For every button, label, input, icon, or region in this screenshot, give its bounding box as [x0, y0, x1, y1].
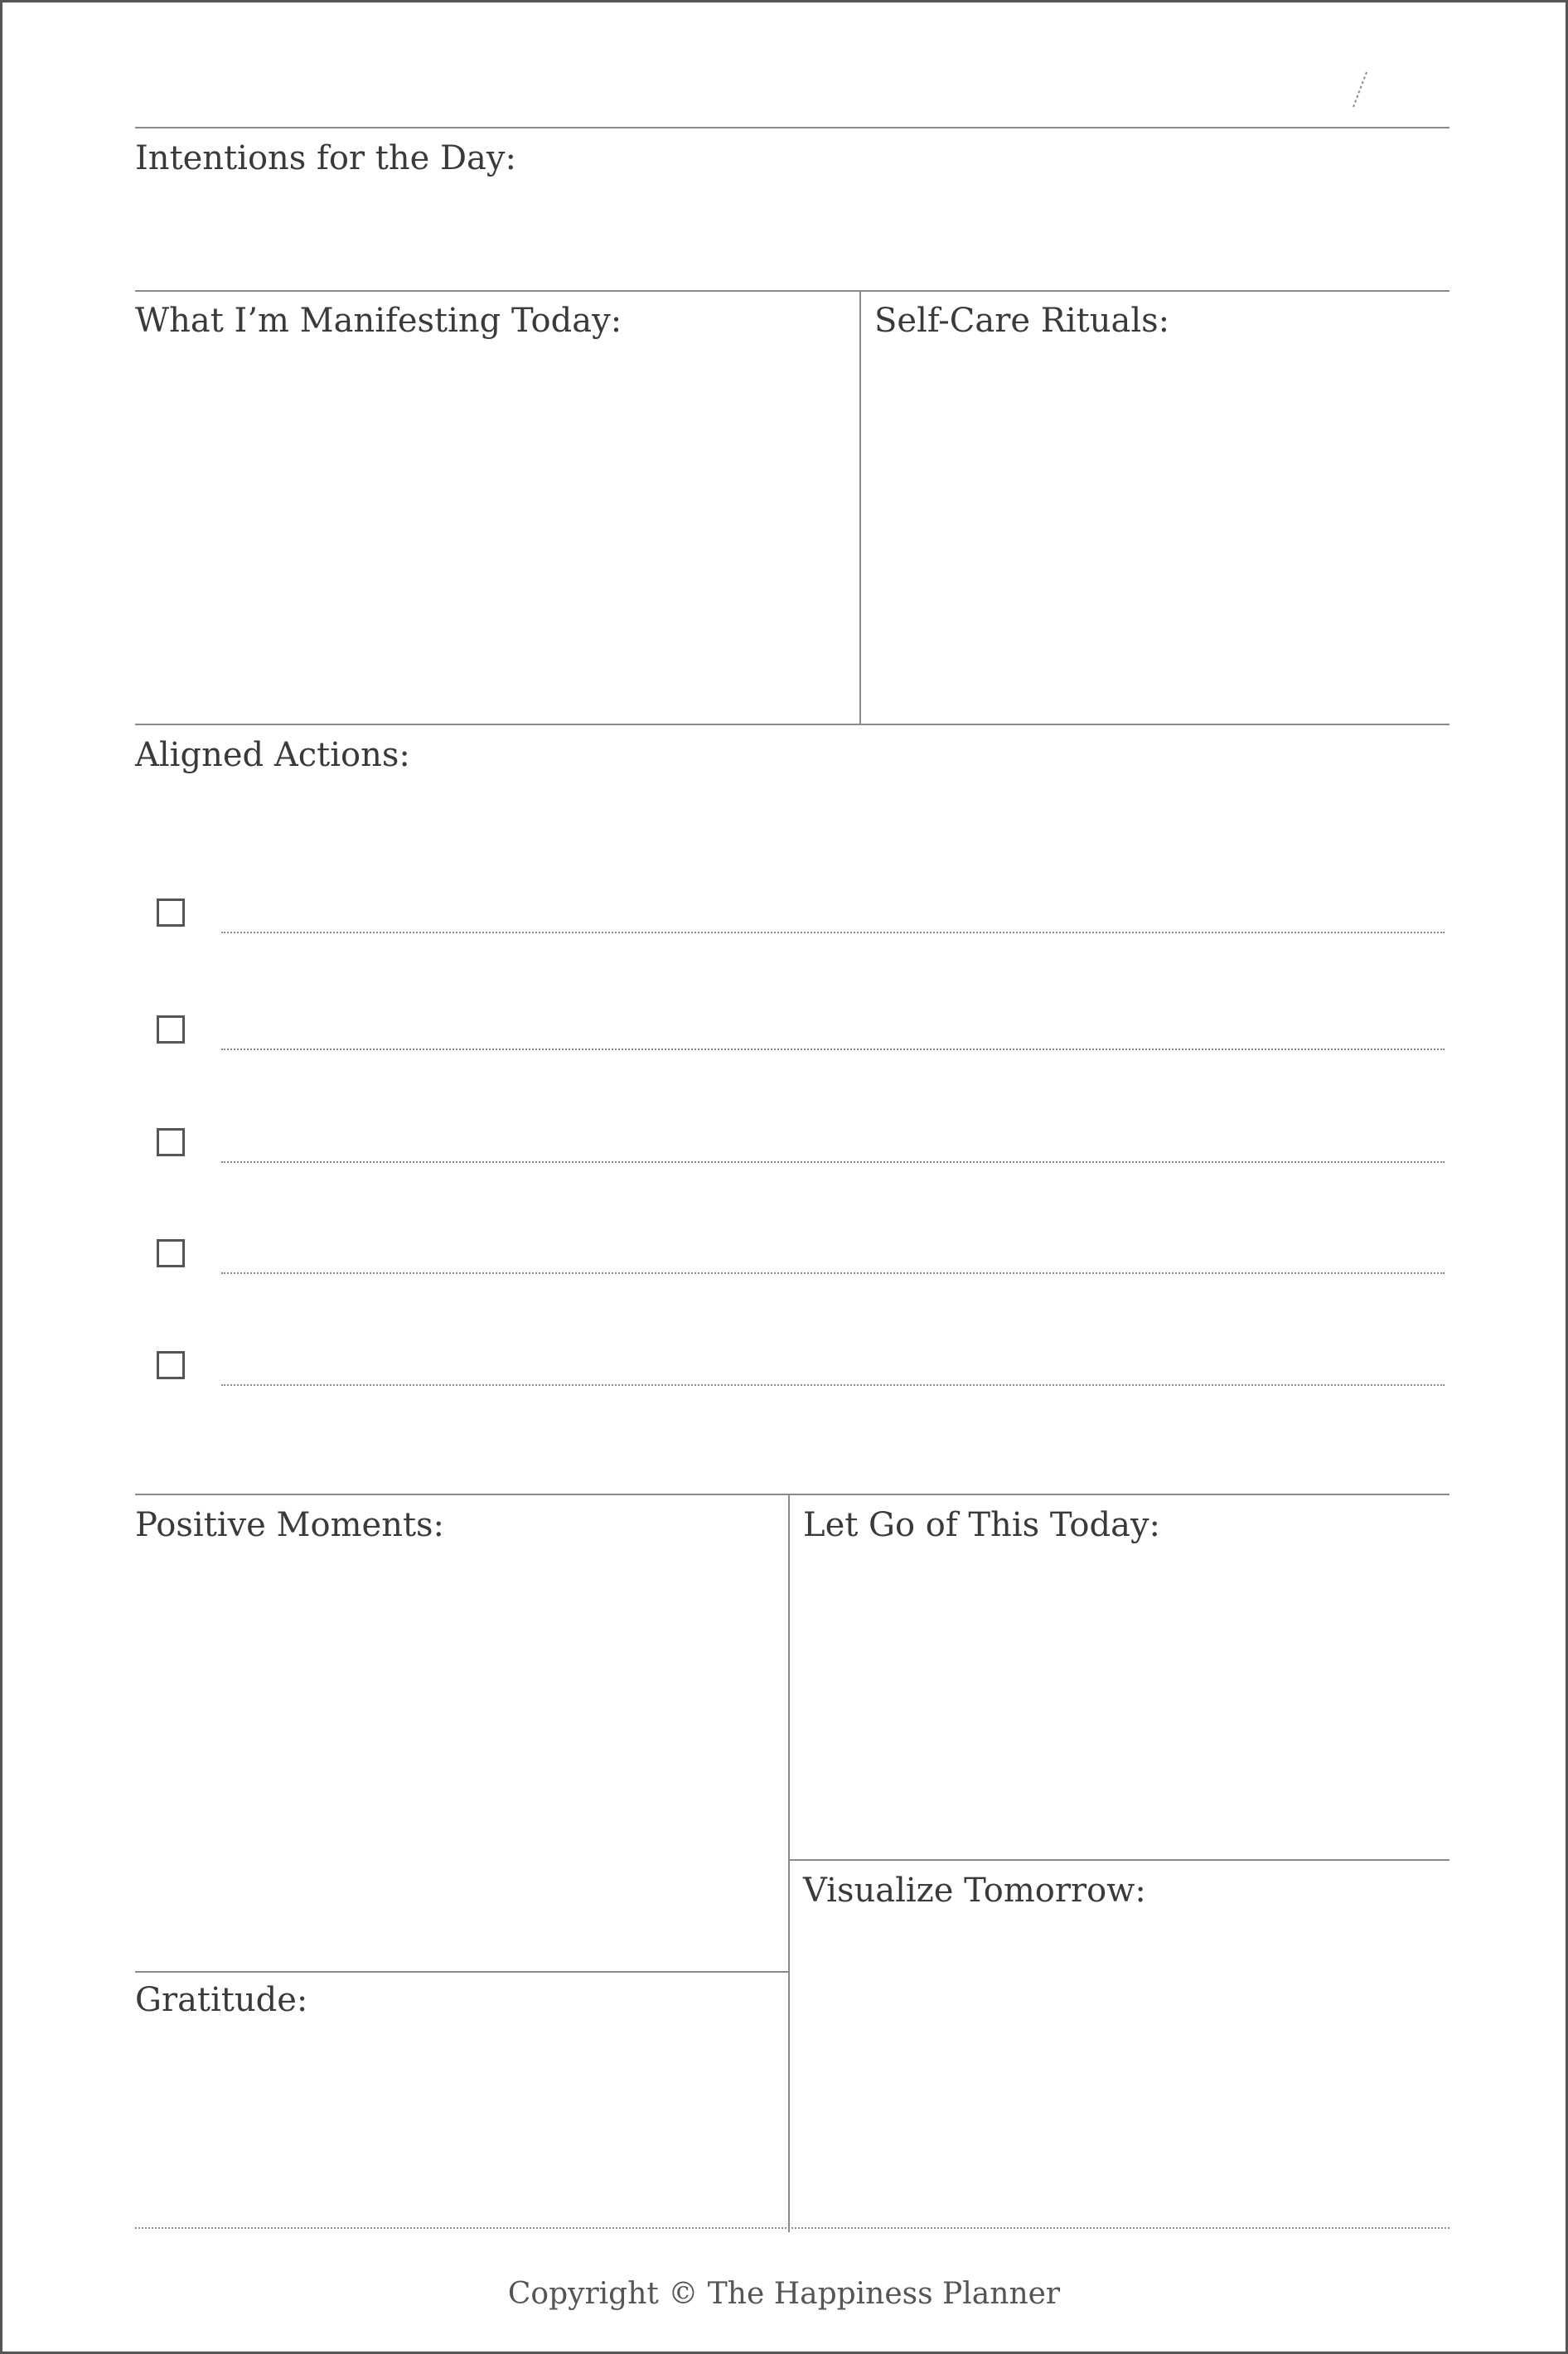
copyright-footer: Copyright © The Happiness Planner [507, 2277, 1061, 2311]
visualize-top-rule [788, 1859, 1449, 1861]
gratitude-top-rule [135, 1971, 788, 1973]
positive-moments-write-area[interactable] [135, 1552, 782, 1963]
gratitude-write-area[interactable] [135, 2028, 782, 2221]
date-separator-icon [1350, 70, 1370, 110]
let-go-write-area[interactable] [795, 1552, 1449, 1851]
action-checkbox-5[interactable] [157, 1351, 185, 1379]
manifesting-write-area[interactable] [135, 351, 856, 719]
action-line-2[interactable] [221, 1049, 1445, 1050]
intentions-write-area[interactable] [135, 185, 1449, 288]
let-go-heading: Let Go of This Today: [803, 1506, 1161, 1544]
aligned-actions-heading: Aligned Actions: [135, 736, 410, 774]
action-checkbox-1[interactable] [157, 898, 185, 927]
visualize-write-area[interactable] [795, 1919, 1449, 2221]
manifesting-top-rule [135, 290, 1449, 292]
action-line-5[interactable] [221, 1384, 1445, 1386]
action-checkbox-4[interactable] [157, 1239, 185, 1267]
visualize-heading: Visualize Tomorrow: [803, 1872, 1146, 1910]
self-care-write-area[interactable] [864, 351, 1449, 719]
manifesting-heading: What I’m Manifesting Today: [135, 302, 622, 340]
positive-moments-heading: Positive Moments: [135, 1506, 445, 1544]
action-line-1[interactable] [221, 932, 1445, 933]
gratitude-heading: Gratitude: [135, 1981, 308, 2019]
action-checkbox-2[interactable] [157, 1015, 185, 1044]
self-care-heading: Self-Care Rituals: [874, 302, 1170, 340]
action-line-4[interactable] [221, 1272, 1445, 1274]
bottom-dotted-rule [135, 2227, 1449, 2229]
action-checkbox-3[interactable] [157, 1128, 185, 1156]
manifesting-divider [859, 290, 861, 724]
intentions-heading: Intentions for the Day: [135, 139, 516, 177]
bottom-grid-divider [788, 1494, 790, 2232]
intentions-top-rule [135, 127, 1449, 128]
bottom-grid-top-rule [135, 1494, 1449, 1495]
aligned-actions-top-rule [135, 724, 1449, 725]
action-line-3[interactable] [221, 1161, 1445, 1163]
